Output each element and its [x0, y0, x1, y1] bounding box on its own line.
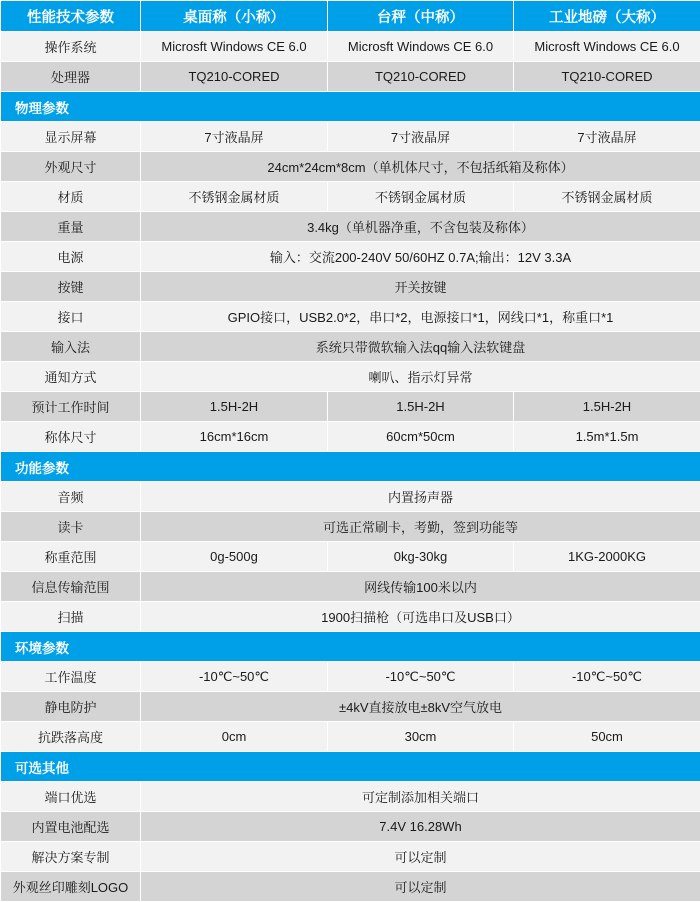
- row-value-2: TQ210-CORED: [514, 62, 700, 92]
- row-value-2: -10℃~50℃: [514, 662, 700, 692]
- table-row: [1, 362, 700, 392]
- row-value-2: Microsft Windows CE 6.0: [514, 32, 700, 62]
- row-label: 内置电池配选: [1, 812, 141, 842]
- table-row: [1, 242, 700, 272]
- row-label: 通知方式: [1, 362, 141, 392]
- row-label: 外观尺寸: [1, 152, 141, 182]
- table-row: [1, 662, 700, 692]
- row-label: 解决方案专制: [1, 842, 141, 872]
- table-row: [1, 812, 700, 842]
- table-row: [1, 422, 700, 452]
- section-label: 可选其他: [1, 752, 700, 782]
- table-row: [1, 272, 700, 302]
- row-value-merged: 1900扫描枪（可选串口及USB口）: [141, 602, 700, 632]
- row-value-merged: ±4kV直接放电±8kV空气放电: [141, 692, 700, 722]
- table-row: [1, 572, 700, 602]
- row-value-merged: 喇叭、指示灯异常: [141, 362, 700, 392]
- row-label: 重量: [1, 212, 141, 242]
- row-value-merged: 7.4V 16.28Wh: [141, 812, 700, 842]
- row-value-0: 7寸液晶屏: [141, 122, 328, 152]
- row-label: 显示屏幕: [1, 122, 141, 152]
- column-header-2: 台秤（中称）: [328, 1, 514, 32]
- row-label: 电源: [1, 242, 141, 272]
- row-label: 预计工作时间: [1, 392, 141, 422]
- row-value-1: TQ210-CORED: [328, 62, 514, 92]
- table-row: [1, 152, 700, 182]
- section-label: 环境参数: [1, 632, 700, 662]
- row-value-2: 不锈钢金属材质: [514, 182, 700, 212]
- table-row: [1, 62, 700, 92]
- row-value-0: 0g-500g: [141, 542, 328, 572]
- row-value-1: 不锈钢金属材质: [328, 182, 514, 212]
- section-band: [1, 452, 700, 482]
- table-row: [1, 302, 700, 332]
- row-value-0: 16cm*16cm: [141, 422, 328, 452]
- table-row: [1, 722, 700, 752]
- row-label: 信息传输范围: [1, 572, 141, 602]
- table-row: [1, 182, 700, 212]
- row-value-merged: 内置扬声器: [141, 482, 700, 512]
- row-value-0: 1.5H-2H: [141, 392, 328, 422]
- table-row: [1, 842, 700, 872]
- table-row: [1, 332, 700, 362]
- row-label: 按键: [1, 272, 141, 302]
- row-value-0: 不锈钢金属材质: [141, 182, 328, 212]
- table-row: [1, 782, 700, 812]
- row-label: 静电防护: [1, 692, 141, 722]
- row-value-0: TQ210-CORED: [141, 62, 328, 92]
- table-row: [1, 512, 700, 542]
- row-value-merged: 24cm*24cm*8cm（单机体尺寸，不包括纸箱及称体）: [141, 152, 700, 182]
- row-value-0: Microsft Windows CE 6.0: [141, 32, 328, 62]
- row-value-1: 1.5H-2H: [328, 392, 514, 422]
- row-label: 音频: [1, 482, 141, 512]
- row-value-merged: 可定制添加相关端口: [141, 782, 700, 812]
- row-value-2: 7寸液晶屏: [514, 122, 700, 152]
- row-label: 称重范围: [1, 542, 141, 572]
- column-header-0: 性能技术参数: [1, 1, 141, 32]
- section-band: [1, 632, 700, 662]
- row-value-merged: 开关按键: [141, 272, 700, 302]
- row-value-merged: 可以定制: [141, 872, 700, 902]
- row-value-2: 1KG-2000KG: [514, 542, 700, 572]
- row-label: 端口优选: [1, 782, 141, 812]
- column-header-1: 桌面称（小称）: [141, 1, 328, 32]
- row-value-merged: 网线传输100米以内: [141, 572, 700, 602]
- section-band: [1, 752, 700, 782]
- row-value-merged: 3.4kg（单机器净重，不含包装及称体）: [141, 212, 700, 242]
- table-row: [1, 392, 700, 422]
- row-label: 称体尺寸: [1, 422, 141, 452]
- row-value-1: 7寸液晶屏: [328, 122, 514, 152]
- row-value-1: 30cm: [328, 722, 514, 752]
- table-header-row: [1, 1, 700, 32]
- row-label: 处理器: [1, 62, 141, 92]
- table-row: [1, 32, 700, 62]
- table-row: [1, 122, 700, 152]
- row-value-merged: 系统只带微软输入法qq输入法软键盘: [141, 332, 700, 362]
- row-value-0: 0cm: [141, 722, 328, 752]
- table-row: [1, 872, 700, 902]
- row-label: 外观丝印雕刻LOGO: [1, 872, 141, 902]
- table-row: [1, 212, 700, 242]
- row-value-1: 60cm*50cm: [328, 422, 514, 452]
- row-label: 工作温度: [1, 662, 141, 692]
- row-value-1: -10℃~50℃: [328, 662, 514, 692]
- row-label: 扫描: [1, 602, 141, 632]
- table-row: [1, 602, 700, 632]
- table-row: [1, 482, 700, 512]
- table-row: [1, 542, 700, 572]
- section-label: 功能参数: [1, 452, 700, 482]
- section-band: [1, 92, 700, 122]
- row-value-1: 0kg-30kg: [328, 542, 514, 572]
- row-value-merged: GPIO接口，USB2.0*2，串口*2，电源接口*1，网线口*1，称重口*1: [141, 302, 700, 332]
- row-value-merged: 可选正常刷卡，考勤，签到功能等: [141, 512, 700, 542]
- row-value-2: 1.5H-2H: [514, 392, 700, 422]
- row-label: 材质: [1, 182, 141, 212]
- row-value-merged: 输入：交流200-240V 50/60HZ 0.7A;输出：12V 3.3A: [141, 242, 700, 272]
- row-label: 操作系统: [1, 32, 141, 62]
- section-label: 物理参数: [1, 92, 700, 122]
- row-value-2: 50cm: [514, 722, 700, 752]
- row-label: 抗跌落高度: [1, 722, 141, 752]
- table-row: [1, 692, 700, 722]
- row-value-0: -10℃~50℃: [141, 662, 328, 692]
- row-label: 输入法: [1, 332, 141, 362]
- row-value-merged: 可以定制: [141, 842, 700, 872]
- row-value-1: Microsft Windows CE 6.0: [328, 32, 514, 62]
- row-label: 读卡: [1, 512, 141, 542]
- column-header-3: 工业地磅（大称）: [514, 1, 700, 32]
- row-label: 接口: [1, 302, 141, 332]
- row-value-2: 1.5m*1.5m: [514, 422, 700, 452]
